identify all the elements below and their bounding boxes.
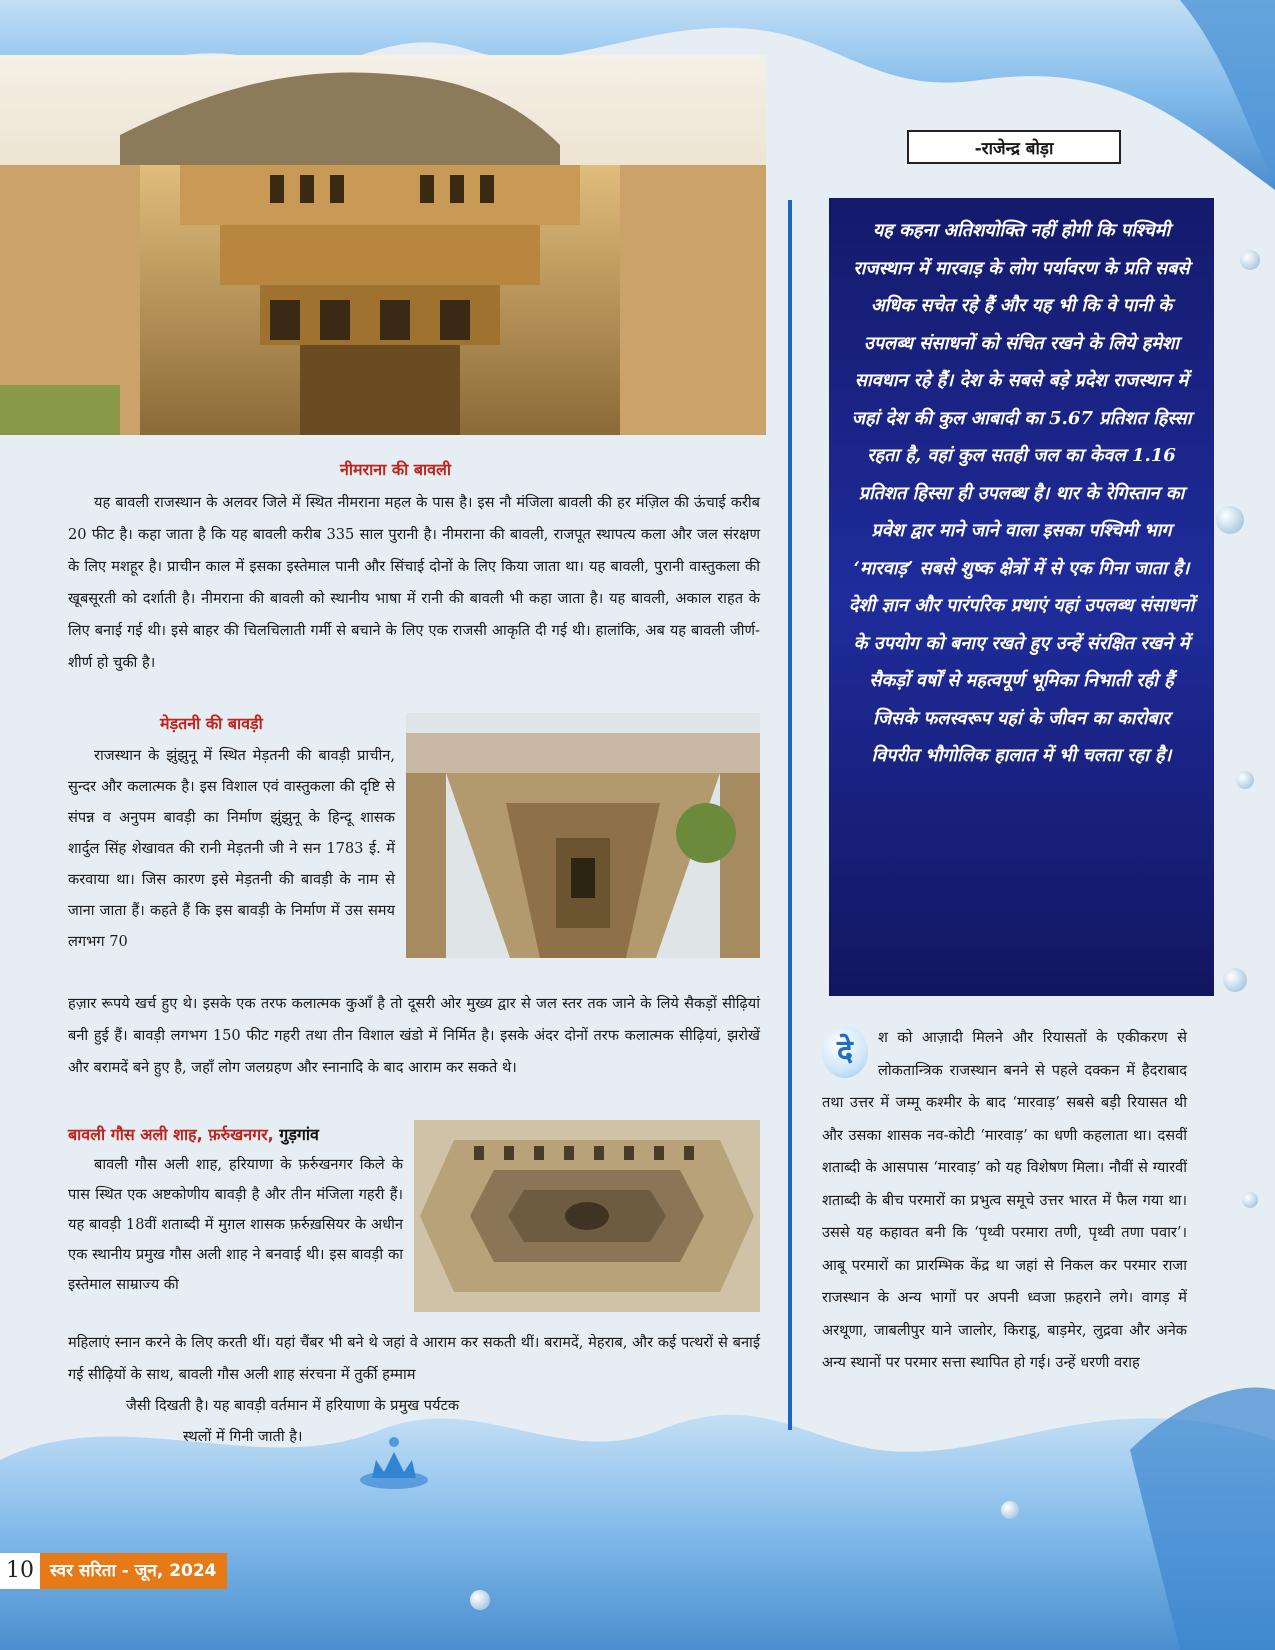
ghaus-body-narrow: बावली गौस अली शाह, हरियाणा के फ़र्रुखनगर किले के पास स्थित एक अष्टकोणीय बावड़ी है और तीन मंजिला गहरी हैं। यह बावड़ी 18वीं शताब्दी में मुग़ल शासक फ़र्रुख़सियर के अधीन एक स्थानीय प्रमुख गौस अली शाह ने बनवाई थी। इस बावड़ी का इस्तेमाल साम्राज्य की (68, 1156, 403, 1293)
medtani-stepwell-photo (406, 713, 760, 958)
magazine-issue-label: स्वर सरिता - जून, 2024 (40, 1553, 227, 1589)
ghaus-heading-red: बावली गौस अली शाह, फ़र्रुखनगर, (68, 1125, 274, 1144)
ghaus-heading-black: गुड़गांव (273, 1125, 319, 1144)
neemrana-stepwell-photo (0, 55, 766, 435)
right-column-body: श को आज़ादी मिलने और रियासतों के एकीकरण से लोकतान्त्रिक राजस्थान बनने से पहले दक्कन में हैदराबाद तथा उत्तर में जम्मू कश्मीर के बाद ‘मारवाड़’ सबसे बड़ी रियासत थी और उसका शासक नव-कोटी ‘मारवाड़’ का धणी कहलाता था। दसवीं शताब्दी के आसपास ‘मारवाड़’ को यह विशेषण मिला। नौवीं से ग्यारवीं शताब्दी के बीच परमारों का प्रभुत्व समूचे उत्तर भारत में फैल गया था। उससे यह कहावत बनी कि ‘पृथ्वी परमारा तणी, पृथ्वी तणा पवार’। आबू परमारों का प्रारम्भिक केंद्र था जहां से निकल कर परमार राजा राजस्थान के अन्य भागों पर अपनी ध्वजा फ़हराने लगे। वागड़ में अरथूणा, जाबलीपुर याने जालोर, किराडू, बाड़मेर, लुद्रवा और अनेक अन्य स्थानों पर परमार सत्ता स्थापित हो गई। उन्हें धरणी वराह (822, 1029, 1187, 1371)
page-footer (0, 1553, 227, 1589)
ghaus-ali-shah-stepwell-photo (414, 1120, 760, 1312)
neemrana-heading: नीमराना की बावली (340, 460, 452, 479)
ghaus-body-wide: महिलाएं स्नान करने के लिए करती थीं। यहां चैंबर भी बने थे जहां वे आराम कर सकती थीं। बरामदें, मेहराब, और कई पत्थरों से बनाई गई सीढ़ियों के साथ, बावली गौस अली शाह संरचना में तुर्की हम्माम (68, 1334, 760, 1383)
neemrana-body: यह बावली राजस्थान के अलवर जिले में स्थित नीमराना महल के पास है। इस नौ मंजिला बावली की हर मंज़िल की ऊंचाई करीब 20 फीट है। कहा जाता है कि यह बावली करीब 335 साल पुरानी है। नीमराना की बावली, राजपूत स्थापत्य कला और जल संरक्षण के लिए मशहूर है। प्राचीन काल में इसका इस्तेमाल पानी और सिंचाई दोनों के लिए किया जाता था। यह बावली, पुरानी वास्तुकला की खूबसूरती को दर्शाती है। नीमराना की बावली को स्थानीय भाषा में रानी की बावली भी कहा जाता है। यह बावली, अकाल राहत के लिए बनाई गई थी। इसे बाहर की चिलचिलाती गर्मी से बचाने के लिए एक राजसी आकृति दी गई थी। हालांकि, अब यह बावली जीर्ण-शीर्ण हो चुकी है। (68, 494, 760, 671)
column-divider (788, 200, 792, 1430)
ghaus-heading (68, 1123, 319, 1145)
ghaus-body-end-2: स्थलों में गिनी जाती है। (183, 1428, 303, 1445)
medtani-heading: मेड़तनी की बावड़ी (160, 714, 263, 733)
water-drop-logo (354, 1432, 434, 1492)
right-column-article (822, 1022, 1187, 1380)
medtani-body-narrow: राजस्थान के झुंझुनू में स्थित मेड़तनी की बावड़ी प्राचीन, सुन्दर और कलात्मक है। इस विशाल एवं वास्तुकला की दृष्टि से संपन्न व अनुपम बावड़ी का निर्माण झुंझुनू के हिन्दू शासक शार्दुल सिंह शेखावत की रानी मेड़तनी जी ने सन 1783 ई. में करवाया था। जिस कारण इसे मेड़तनी की बावड़ी के नाम से जाना जाता हैं। कहते हैं कि इस बावड़ी के निर्माण में उस समय लगभग 70 (68, 747, 395, 950)
dropcap: दे (822, 1026, 868, 1078)
author-byline: -राजेन्द्र बोड़ा (907, 130, 1121, 164)
medtani-body-wide: हज़ार रूपये खर्च हुए थे। इसके एक तरफ कलात्मक कुआँ है तो दूसरी ओर मुख्य द्वार से जल स्तर तक जाने के लिये सैकड़ों सीढ़ियां बनी हुई हैं। बावड़ी लगभग 150 फीट गहरी तथा तीन विशाल खंडो में निर्मित है। इसके अंदर दोनों तरफ कलात्मक सीढ़ियां, झरोखें और बरामदें बने हुए है, जहाँ लोग जलग्रहण और स्नानादि के बाद आराम कर सकते थे। (68, 995, 760, 1076)
pull-quote-box: यह कहना अतिशयोक्ति नहीं होगी कि पश्चिमी राजस्थान में मारवाड़ के लोग पर्यावरण के प्रति सबसे अधिक सचेत रहे हैं और यह भी कि वे पानी के उपलब्ध संसाधनों को संचित रखने के लिये हमेशा सावधान रहे हैं। देश के सबसे बड़े प्रदेश राजस्थान में जहां देश की कुल आबादी का 5.67 प्रतिशत हिस्सा रहता है, वहां कुल सतही जल का केवल 1.16 प्रतिशत हिस्सा ही उपलब्ध है। थार के रेगिस्तान का प्रवेश द्वार माने जाने वाला इसका पश्चिमी भाग ‘मारवाड़’ सबसे शुष्क क्षेत्रों में से एक गिना जाता है। देशी ज्ञान और पारंपरिक प्रथाएं यहां उपलब्ध संसाधनों के उपयोग को बनाए रखते हुए उन्हें संरक्षित रखने में सैकड़ों वर्षों से महत्वपूर्ण भूमिका निभाती रही हैं जिसके फलस्वरूप यहां के जीवन का कारोबार विपरीत भौगोलिक हालात में भी चलता रहा है। (829, 198, 1214, 996)
ghaus-body-end-1: जैसी दिखती है। यह बावड़ी वर्तमान में हरियाणा के प्रमुख पर्यटक (126, 1397, 460, 1414)
page-number: 10 (0, 1553, 40, 1589)
